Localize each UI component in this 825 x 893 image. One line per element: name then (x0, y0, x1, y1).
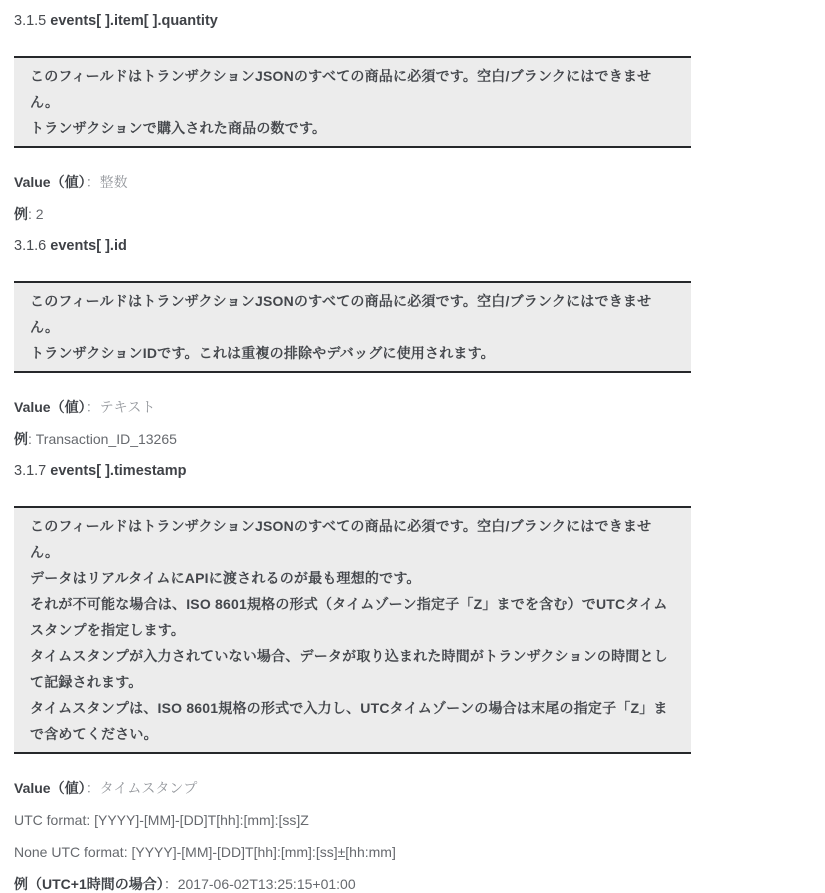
example-label: 例 (14, 431, 28, 447)
utc-format-line: UTC format: [YYYY]-[MM]-[DD]T[hh]:[mm]:[ss]Z (14, 812, 309, 828)
heading-number: 3.1.6 (14, 238, 47, 254)
heading-field-name: events[ ].timestamp (50, 463, 187, 479)
note-line: トランザクションで購入された商品の数です。 (30, 120, 327, 136)
none-utc-format-line: None UTC format: [YYYY]-[MM]-[DD]T[hh]:[mm]:[ss]±[hh:mm] (14, 844, 396, 860)
value-label: Value（値） (14, 174, 86, 190)
heading-number: 3.1.5 (14, 13, 47, 29)
note-line: データはリアルタイムにAPIに渡されるのが最も理想的です。 (30, 570, 421, 586)
note-line: タイムスタンプが入力されていない場合、データが取り込まれた時間がトランザクションの時間として記録されます。 (30, 648, 668, 690)
value-text: ：整数 (85, 174, 128, 190)
note-line: このフィールドはトランザクションJSONのすべての商品に必須です。空白/ブランクにはできません。 (30, 68, 652, 110)
value-text: ：タイムスタンプ (85, 780, 198, 796)
section-heading-timestamp (14, 463, 691, 480)
note-line: このフィールドはトランザクションJSONのすべての商品に必須です。空白/ブランクにはできません。 (30, 518, 652, 560)
heading-number: 3.1.7 (14, 463, 47, 479)
note-line: このフィールドはトランザクションJSONのすべての商品に必須です。空白/ブランクにはできません。 (30, 293, 652, 335)
value-line (14, 174, 691, 191)
section-heading-quantity (14, 13, 691, 30)
note-box-quantity (14, 56, 691, 148)
example-text: : Transaction_ID_13265 (28, 431, 177, 447)
value-text: ：テキスト (85, 399, 156, 415)
section-heading-id (14, 238, 691, 255)
example-line (14, 431, 691, 448)
note-line: トランザクションIDです。これは重複の排除やデバッグに使用されます。 (30, 345, 495, 361)
note-box-id (14, 281, 691, 373)
example-label: 例（UTC+1時間の場合） (14, 876, 164, 892)
heading-field-name: events[ ].item[ ].quantity (50, 13, 218, 29)
value-line (14, 780, 691, 797)
example-label: 例 (14, 206, 28, 222)
example-line (14, 206, 691, 223)
value-label: Value（値） (14, 399, 86, 415)
note-line: タイムスタンプは、ISO 8601規格の形式で入力し、UTCタイムゾーンの場合は末尾の指定子「Z」まで含めてください。 (30, 700, 668, 742)
note-line: それが不可能な場合は、ISO 8601規格の形式（タイムゾーン指定子「Z」までを含む）でUTCタイムスタンプを指定します。 (30, 596, 668, 638)
value-line (14, 399, 691, 416)
example-text: ：2017-06-02T13:25:15+01:00 (163, 876, 356, 892)
example-text: : 2 (28, 206, 44, 222)
heading-field-name: events[ ].id (50, 238, 127, 254)
document-content (14, 13, 691, 893)
note-box-timestamp (14, 506, 691, 754)
example-line (14, 876, 691, 893)
value-label: Value（値） (14, 780, 86, 796)
